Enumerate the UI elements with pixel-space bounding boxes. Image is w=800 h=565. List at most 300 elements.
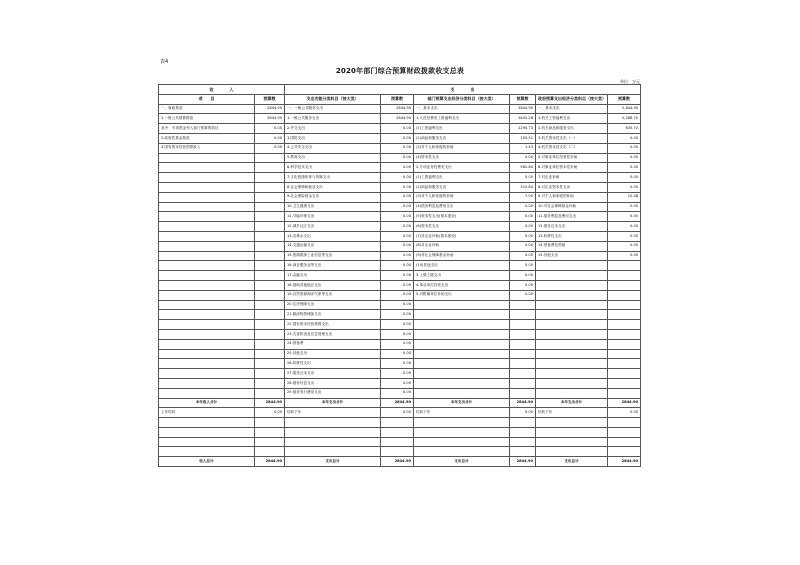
table-cell xyxy=(608,369,641,379)
blank-row xyxy=(159,447,641,457)
total-exp3-label: 支出总计 xyxy=(536,457,608,467)
table-cell xyxy=(510,359,536,369)
blank-cell xyxy=(414,427,510,437)
table-cell: 16.商业服务业等支出 xyxy=(285,261,381,271)
table-cell xyxy=(255,271,285,281)
table-cell xyxy=(608,329,641,339)
table-cell: 10.卫生健康支出 xyxy=(285,202,381,212)
table-cell xyxy=(159,388,255,398)
table-cell xyxy=(536,271,608,281)
table-row xyxy=(159,114,641,124)
table-cell xyxy=(255,388,285,398)
table-cell: 150.51 xyxy=(510,133,536,143)
table-cell xyxy=(536,310,608,320)
blank-row xyxy=(159,427,641,437)
table-cell: 2844.90 xyxy=(381,104,414,114)
table-cell: 0.00 xyxy=(608,153,641,163)
table-cell xyxy=(608,378,641,388)
table-cell: 0.00 xyxy=(608,182,641,192)
table-cell xyxy=(159,251,255,261)
table-cell: 0.00 xyxy=(381,261,414,271)
table-cell xyxy=(608,300,641,310)
table-cell xyxy=(159,173,255,183)
page-number-label: 表4 xyxy=(160,59,169,65)
carry-exp3-label: 结转下年 xyxy=(536,408,608,418)
table-row xyxy=(159,173,641,183)
table-cell xyxy=(608,280,641,290)
table-cell xyxy=(608,339,641,349)
col-budget-header: 预算数 xyxy=(510,94,536,104)
table-cell: 1.人员经费类工资福利支出 xyxy=(414,114,510,124)
table-row xyxy=(159,251,641,261)
table-cell xyxy=(255,182,285,192)
blank-cell xyxy=(536,427,608,437)
table-row xyxy=(159,378,641,388)
col-item-header: 项 目 xyxy=(159,94,255,104)
table-cell xyxy=(255,280,285,290)
total-exp1-label: 支出总计 xyxy=(285,457,381,467)
table-cell xyxy=(536,359,608,369)
table-cell: 14.交通运输支出 xyxy=(285,241,381,251)
table-cell: 0.00 xyxy=(381,124,414,134)
table-cell: 0.00 xyxy=(608,133,641,143)
total-exp2-value: 2844.90 xyxy=(510,457,536,467)
table-cell: (1)工资福利支出 xyxy=(414,124,510,134)
blank-cell xyxy=(608,437,641,447)
table-cell: 0.00 xyxy=(381,310,414,320)
table-row xyxy=(159,280,641,290)
table-row xyxy=(159,320,641,330)
total-exp3-value: 2844.90 xyxy=(608,457,641,467)
table-cell: 6.对事业单位资本性补助 xyxy=(536,163,608,173)
blank-cell xyxy=(255,447,285,457)
subtotal-exp3-value: 2844.90 xyxy=(608,398,641,408)
table-cell: 10.对社会保障基金补助 xyxy=(536,202,608,212)
table-cell: 0.00 xyxy=(381,143,414,153)
carry-income-value: 0.00 xyxy=(255,408,285,418)
table-cell xyxy=(536,349,608,359)
table-cell: 29.债务发行费用支出 xyxy=(285,388,381,398)
carry-row xyxy=(159,408,641,418)
table-cell xyxy=(414,369,510,379)
table-cell xyxy=(159,261,255,271)
table-cell: 3.国有资本经营预算收入 xyxy=(159,143,255,153)
table-row xyxy=(159,310,641,320)
table-cell: (5)资本性支出(基本建设) xyxy=(414,212,510,222)
table-cell xyxy=(255,241,285,251)
carry-exp2-value: 0.00 xyxy=(510,408,536,418)
table-cell: (2)商品和服务支出 xyxy=(414,182,510,192)
table-cell: 0.00 xyxy=(381,329,414,339)
table-cell xyxy=(255,222,285,232)
table-cell: (4)资本性支出 xyxy=(414,153,510,163)
table-cell: 0.00 xyxy=(510,202,536,212)
table-cell: 5.教育支出 xyxy=(285,153,381,163)
table-cell: 0.00 xyxy=(381,212,414,222)
blank-cell xyxy=(536,447,608,457)
table-cell: 7.文化旅游体育与传媒支出 xyxy=(285,173,381,183)
table-cell: 1.机关工资福利支出 xyxy=(536,114,608,124)
header-row-2 xyxy=(159,94,641,104)
table-cell xyxy=(536,280,608,290)
table-row xyxy=(159,241,641,251)
table-cell: 0.00 xyxy=(381,320,414,330)
table-cell xyxy=(510,378,536,388)
table-cell xyxy=(536,388,608,398)
table-cell: 0.00 xyxy=(510,271,536,281)
table-cell: 0.00 xyxy=(510,222,536,232)
table-cell xyxy=(536,329,608,339)
table-cell: 15.其他支出 xyxy=(536,251,608,261)
table-cell: (10)其他支出 xyxy=(414,261,510,271)
table-cell: 25.其他支出 xyxy=(285,349,381,359)
table-cell xyxy=(414,359,510,369)
carry-exp3-value: 0.00 xyxy=(608,408,641,418)
table-row xyxy=(159,339,641,349)
table-cell: 2,288.70 xyxy=(608,114,641,124)
table-cell: 2844.90 xyxy=(510,104,536,114)
table-cell: 0.00 xyxy=(381,231,414,241)
table-cell xyxy=(536,369,608,379)
blank-cell xyxy=(381,437,414,447)
table-cell: 12.债务还本支出 xyxy=(536,222,608,232)
blank-cell xyxy=(536,418,608,428)
blank-cell xyxy=(608,447,641,457)
table-cell xyxy=(608,271,641,281)
table-cell: 13.转移性支出 xyxy=(536,231,608,241)
blank-cell xyxy=(255,418,285,428)
blank-cell xyxy=(510,437,536,447)
table-cell xyxy=(159,202,255,212)
table-cell: 0.00 xyxy=(381,290,414,300)
table-cell xyxy=(414,388,510,398)
table-cell: 0.00 xyxy=(255,124,285,134)
col-budget-header: 预算数 xyxy=(608,94,641,104)
table-cell xyxy=(255,251,285,261)
table-cell xyxy=(414,300,510,310)
table-row xyxy=(159,261,641,271)
table-cell: 1.43 xyxy=(510,143,536,153)
table-cell: (9)对社会保障基金补助 xyxy=(414,251,510,261)
table-cell: 0.00 xyxy=(608,143,641,153)
table-cell xyxy=(159,359,255,369)
table-row xyxy=(159,329,641,339)
table-row xyxy=(159,124,641,134)
header-row-1 xyxy=(159,85,641,95)
table-cell: 18.援助其他地区支出 xyxy=(285,280,381,290)
table-row xyxy=(159,133,641,143)
blank-cell xyxy=(285,437,381,447)
table-cell: 7.对企业补助 xyxy=(536,173,608,183)
table-cell xyxy=(510,300,536,310)
blank-cell xyxy=(285,447,381,457)
table-row xyxy=(159,359,641,369)
table-cell: 0.00 xyxy=(510,251,536,261)
col-gov-econ-header: 政府预算支出经济分类科目（按大类） xyxy=(536,94,608,104)
table-cell xyxy=(536,300,608,310)
table-row xyxy=(159,222,641,232)
table-cell xyxy=(159,222,255,232)
blank-cell xyxy=(414,418,510,428)
table-cell: 9.社会保险基金支出 xyxy=(285,192,381,202)
table-cell: (7)对企业补助(基本建设) xyxy=(414,231,510,241)
table-cell: 13.农林水支出 xyxy=(285,231,381,241)
table-cell xyxy=(159,271,255,281)
table-cell: 0.00 xyxy=(510,231,536,241)
table-cell: 23.灾害防治及应急管理支出 xyxy=(285,329,381,339)
table-cell: (3)对个人和家庭的补助 xyxy=(414,143,510,153)
table-cell: 8.对企业资本性支出 xyxy=(536,182,608,192)
table-cell: (6)资本性支出 xyxy=(414,222,510,232)
total-row xyxy=(159,457,641,467)
table-cell: 0.00 xyxy=(381,192,414,202)
table-cell xyxy=(159,339,255,349)
table-cell: 0.00 xyxy=(381,133,414,143)
blank-cell xyxy=(159,427,255,437)
table-cell xyxy=(608,290,641,300)
table-cell xyxy=(536,378,608,388)
table-cell xyxy=(608,349,641,359)
table-row xyxy=(159,192,641,202)
table-cell xyxy=(159,153,255,163)
table-cell xyxy=(255,231,285,241)
table-cell xyxy=(159,349,255,359)
table-cell: 4.机关资本性支出（二） xyxy=(536,143,608,153)
table-cell: 5.对附属单位补助支出 xyxy=(414,290,510,300)
blank-cell xyxy=(159,418,255,428)
table-cell: 3.国防支出 xyxy=(285,133,381,143)
table-cell xyxy=(510,349,536,359)
table-cell: 其中：专项资金列入部门预算的项目 xyxy=(159,124,255,134)
table-cell: 0.00 xyxy=(608,231,641,241)
table-cell xyxy=(255,261,285,271)
table-cell: 3.机关资本性支出（一） xyxy=(536,133,608,143)
table-cell: 11.节能环保支出 xyxy=(285,212,381,222)
table-cell xyxy=(510,369,536,379)
col-budget-header: 预算数 xyxy=(255,94,285,104)
table-cell: 0.00 xyxy=(608,251,641,261)
table-cell xyxy=(159,329,255,339)
table-cell: (4)债务利息及费用支出 xyxy=(414,202,510,212)
table-cell: 582.84 xyxy=(510,163,536,173)
table-cell: 21.粮油物资储备支出 xyxy=(285,310,381,320)
blank-cell xyxy=(159,447,255,457)
table-cell xyxy=(536,261,608,271)
table-cell xyxy=(510,310,536,320)
table-cell xyxy=(159,310,255,320)
table-cell: (2)商品和服务支出 xyxy=(414,133,510,143)
table-cell xyxy=(510,329,536,339)
table-cell: 0.00 xyxy=(381,378,414,388)
table-row xyxy=(159,143,641,153)
table-cell: 27.债务还本支出 xyxy=(285,369,381,379)
table-cell: 0.00 xyxy=(255,143,285,153)
income-header: 收 入 xyxy=(159,85,285,95)
table-cell xyxy=(608,261,641,271)
table-cell xyxy=(255,153,285,163)
table-cell: 2.专项业务经费类支出 xyxy=(414,163,510,173)
table-cell: 2290.73 xyxy=(510,124,536,134)
table-cell xyxy=(608,320,641,330)
table-cell: 一、基本支出 xyxy=(414,104,510,114)
blank-cell xyxy=(608,427,641,437)
col-budget-header: 预算数 xyxy=(381,94,414,104)
table-cell xyxy=(159,212,255,222)
blank-cell xyxy=(159,437,255,447)
table-row xyxy=(159,271,641,281)
table-cell xyxy=(255,192,285,202)
table-cell: 0.00 xyxy=(381,153,414,163)
table-cell: 12.城乡社区支出 xyxy=(285,222,381,232)
table-cell: 0.00 xyxy=(608,212,641,222)
table-cell: 14.预备费及预留 xyxy=(536,241,608,251)
table-cell xyxy=(159,241,255,251)
table-cell: 0.00 xyxy=(608,241,641,251)
table-cell: 6.科学技术支出 xyxy=(285,163,381,173)
table-row xyxy=(159,104,641,114)
table-cell xyxy=(255,329,285,339)
blank-cell xyxy=(285,427,381,437)
table-cell: 0.00 xyxy=(510,261,536,271)
table-cell xyxy=(414,310,510,320)
col-dept-econ-header: 部门预算支出经济分类科目（按大类） xyxy=(414,94,510,104)
budget-table xyxy=(158,84,641,467)
table-cell xyxy=(255,378,285,388)
blank-cell xyxy=(381,427,414,437)
table-cell: 0.00 xyxy=(608,173,641,183)
table-cell: 0.00 xyxy=(381,300,414,310)
table-cell xyxy=(255,359,285,369)
table-cell: (3)对个人和家庭的补助 xyxy=(414,192,510,202)
table-cell: 22.国有资本经营预算支出 xyxy=(285,320,381,330)
table-cell: 0.00 xyxy=(381,271,414,281)
expense-header: 支 出 xyxy=(285,85,641,95)
table-row xyxy=(159,369,641,379)
table-cell xyxy=(414,378,510,388)
table-cell xyxy=(255,173,285,183)
table-cell xyxy=(255,163,285,173)
table-cell: 0.00 xyxy=(381,251,414,261)
blank-cell xyxy=(414,447,510,457)
blank-cell xyxy=(510,447,536,457)
table-cell xyxy=(608,388,641,398)
table-cell xyxy=(608,310,641,320)
table-cell: 2844.90 xyxy=(255,104,285,114)
table-cell: 一、一般公共服务支出 xyxy=(285,104,381,114)
table-row xyxy=(159,349,641,359)
table-cell: 0.00 xyxy=(381,359,414,369)
subtotal-exp2-label: 本年支出合计 xyxy=(414,398,510,408)
table-cell: 4.事业单位经营支出 xyxy=(414,280,510,290)
table-cell: 17.金融支出 xyxy=(285,271,381,281)
table-cell xyxy=(255,349,285,359)
blank-cell xyxy=(381,418,414,428)
table-row xyxy=(159,231,641,241)
table-cell xyxy=(159,378,255,388)
blank-cell xyxy=(510,427,536,437)
table-cell xyxy=(510,388,536,398)
blank-cell xyxy=(414,437,510,447)
table-cell xyxy=(159,192,255,202)
table-cell: 3.上缴上级支出 xyxy=(414,271,510,281)
total-income-label: 收入总计 xyxy=(159,457,255,467)
table-cell xyxy=(159,369,255,379)
table-cell: 0.00 xyxy=(381,388,414,398)
table-row xyxy=(159,153,641,163)
table-cell: 0.00 xyxy=(510,280,536,290)
table-cell: 19.自然资源海洋气象等支出 xyxy=(285,290,381,300)
table-cell: 0.00 xyxy=(510,290,536,300)
table-cell: 0.00 xyxy=(381,339,414,349)
table-cell xyxy=(414,349,510,359)
table-cell xyxy=(159,280,255,290)
table-cell xyxy=(255,202,285,212)
table-cell xyxy=(159,231,255,241)
table-cell xyxy=(255,300,285,310)
table-cell: (1)工资福利支出 xyxy=(414,173,510,183)
carry-exp2-label: 结转下年 xyxy=(414,408,510,418)
table-row xyxy=(159,182,641,192)
table-cell: 2642.28 xyxy=(510,114,536,124)
subtotal-row xyxy=(159,398,641,408)
col-func-class-header: 支出功能分类科目（按大类） xyxy=(285,94,381,104)
total-income-value: 2844.90 xyxy=(255,457,285,467)
table-cell xyxy=(414,320,510,330)
subtotal-income-value: 2844.90 xyxy=(255,398,285,408)
table-cell: 15.资源勘探工业信息等支出 xyxy=(285,251,381,261)
carry-exp1-value: 0.00 xyxy=(381,408,414,418)
table-cell: (8)对企业补助 xyxy=(414,241,510,251)
table-cell: 0.00 xyxy=(608,222,641,232)
table-cell xyxy=(608,359,641,369)
blank-cell xyxy=(510,418,536,428)
table-cell: 2,844.90 xyxy=(608,104,641,114)
table-cell xyxy=(159,182,255,192)
table-cell: 0.00 xyxy=(510,173,536,183)
table-cell: 0.00 xyxy=(381,182,414,192)
table-cell: 1.一般公共服务支出 xyxy=(285,114,381,124)
table-cell: 0.00 xyxy=(381,241,414,251)
table-cell: 8.社会保障和就业支出 xyxy=(285,182,381,192)
table-cell: 2844.90 xyxy=(255,114,285,124)
subtotal-exp1-label: 本年支出合计 xyxy=(285,398,381,408)
blank-cell xyxy=(255,427,285,437)
table-cell: 2844.90 xyxy=(381,114,414,124)
table-cell: 0.00 xyxy=(510,212,536,222)
table-cell: 0.00 xyxy=(608,202,641,212)
subtotal-exp1-value: 2844.90 xyxy=(381,398,414,408)
carry-income-label: 上年结转 xyxy=(159,408,255,418)
table-cell: 0.00 xyxy=(381,349,414,359)
table-cell: 0.00 xyxy=(510,153,536,163)
table-cell: 0.00 xyxy=(510,241,536,251)
blank-cell xyxy=(381,447,414,457)
table-cell xyxy=(255,339,285,349)
table-cell: 7.00 xyxy=(510,192,536,202)
table-cell: 一、财政拨款 xyxy=(159,104,255,114)
table-cell xyxy=(255,320,285,330)
table-cell xyxy=(159,290,255,300)
table-cell: 2.机关商品和服务支出 xyxy=(536,124,608,134)
table-cell xyxy=(414,329,510,339)
table-cell xyxy=(536,339,608,349)
table-cell xyxy=(536,290,608,300)
table-cell: 0.00 xyxy=(255,133,285,143)
blank-row xyxy=(159,437,641,447)
table-cell xyxy=(510,339,536,349)
table-cell: 一、基本支出 xyxy=(536,104,608,114)
table-cell: 0.00 xyxy=(381,222,414,232)
